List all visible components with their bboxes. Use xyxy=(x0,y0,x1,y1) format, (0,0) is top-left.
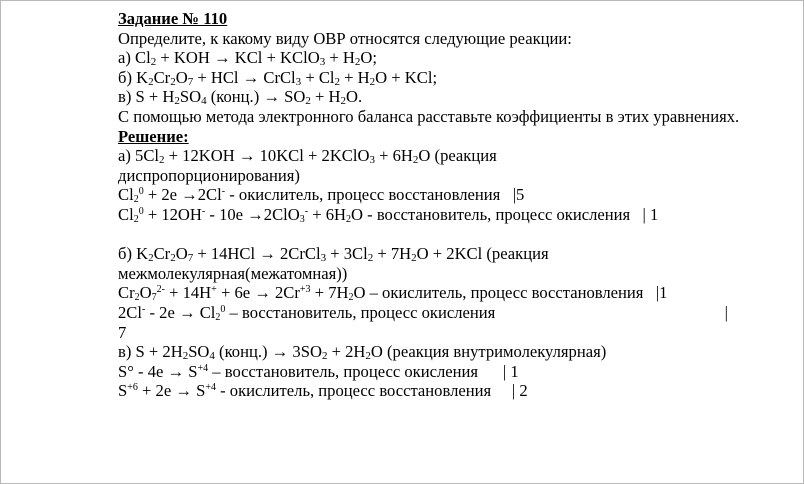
formula-sub: 2 xyxy=(133,213,139,225)
formula-sup: +6 xyxy=(127,382,138,394)
formula-text: + H xyxy=(310,87,341,107)
formula-text: S° xyxy=(118,361,134,381)
formula-sub: 2 xyxy=(365,350,371,363)
formula-sub: 4 xyxy=(209,350,215,363)
document-body xyxy=(118,9,744,401)
formula-sup: - xyxy=(221,186,226,198)
formula-text: б) K xyxy=(118,244,149,264)
formula-text: Cr xyxy=(153,67,171,87)
formula-text: + 2H xyxy=(327,342,366,362)
formula-text: + H xyxy=(340,67,370,87)
formula-sub: 7 xyxy=(187,252,194,265)
reaction-prefix: а) xyxy=(118,48,136,68)
formula-text: O. xyxy=(345,87,363,107)
formula-sub: 7 xyxy=(187,75,194,88)
formula-sub: 2 xyxy=(134,292,140,304)
formula-text: - 4e → S xyxy=(133,361,198,381)
formula-text: O + KCl; xyxy=(375,67,438,87)
formula-sup: - xyxy=(141,303,146,315)
formula-text: + KOH → KCl + KClO xyxy=(156,48,320,68)
formula-text: + 6H xyxy=(308,204,347,224)
formula-text: (конц.) → 3SO xyxy=(214,342,322,362)
formula-text: O xyxy=(175,67,188,87)
formula-text: + HCl → CrCl xyxy=(193,67,296,87)
formula-text: + Cl xyxy=(301,67,335,87)
formula-text: + 14H xyxy=(164,283,212,303)
formula-sup: 0 xyxy=(138,205,144,217)
formula-text: S + H xyxy=(135,87,175,107)
reaction-prefix: в) xyxy=(118,87,136,107)
formula-text: O (реакция внутримолекулярная) xyxy=(370,342,607,362)
formula-sub: 2 xyxy=(412,154,419,167)
solution-a-type: диспропорционирования) xyxy=(118,165,300,185)
solution-b-half1 xyxy=(118,283,744,303)
formula-text: - окислитель, процесс восстановления |5 xyxy=(225,185,525,205)
formula-text: O + 2KCl (реакция xyxy=(416,244,549,264)
formula-sup: +4 xyxy=(197,362,209,374)
formula-sup: 0 xyxy=(138,186,144,198)
solution-b-half2 xyxy=(118,303,728,323)
formula-sub: 2 xyxy=(340,95,346,108)
formula-sub: 3 xyxy=(369,154,375,167)
formula-text: Cr xyxy=(118,283,135,303)
formula-text: + 12KOH → 10KCl + 2KClO xyxy=(164,146,370,166)
blank-line xyxy=(118,225,744,245)
formula-text: SO xyxy=(179,87,202,107)
formula-sub: 2 xyxy=(148,75,154,88)
formula-sub: 2 xyxy=(159,154,165,167)
formula-sub: 2 xyxy=(369,75,376,88)
formula-text: + 7H xyxy=(310,283,349,303)
formula-sub: 2 xyxy=(354,56,361,69)
formula-text: S xyxy=(118,381,128,401)
formula-sub: 2 xyxy=(133,194,139,206)
formula-text: - 2e → Cl xyxy=(145,302,216,322)
formula-text: + 2e → S xyxy=(137,381,206,401)
solution-c-equation xyxy=(118,342,744,362)
formula-sub: 3 xyxy=(295,75,302,88)
formula-sub: 7 xyxy=(151,292,157,304)
formula-text: – восстановитель, процесс окисления | 1 xyxy=(208,361,519,381)
formula-sub: 2 xyxy=(346,213,352,225)
formula-text: (конц.) → SO xyxy=(206,87,306,107)
solution-a-half1 xyxy=(118,185,744,205)
formula-text: K xyxy=(136,67,149,87)
solution-c-half1 xyxy=(118,362,744,382)
formula-text: + 3Cl xyxy=(326,244,368,264)
solution-a-half2 xyxy=(118,205,744,225)
formula-text: - 10e →2ClO xyxy=(205,204,300,224)
formula-sub: 2 xyxy=(170,75,176,88)
formula-text: O – окислитель, процесс восстановления |1 xyxy=(353,283,668,303)
task-reaction-a xyxy=(118,48,744,68)
solution-b-half2-coef: 7 xyxy=(118,322,127,342)
formula-sup: 2- xyxy=(156,284,165,296)
formula-sub: 2 xyxy=(305,95,311,108)
reaction-prefix: б) xyxy=(118,67,137,87)
formula-text: Cl xyxy=(118,185,134,205)
formula-sub: 2 xyxy=(182,350,189,363)
formula-text: - окислитель, процесс восстановления | 2 xyxy=(215,381,528,401)
solution-b-equation xyxy=(118,244,744,264)
balance-bar: | xyxy=(724,302,728,322)
formula-sub: 2 xyxy=(215,311,221,323)
formula-sub: 2 xyxy=(148,252,154,265)
formula-text: + H xyxy=(325,48,355,68)
formula-sub: 4 xyxy=(201,95,207,108)
formula-text: O (реакция xyxy=(418,146,497,166)
task-instruction: С помощью метода электронного баланса расставьте коэффициенты в этих уравнениях. xyxy=(118,106,740,126)
formula-text: а) 5Cl xyxy=(118,146,160,166)
formula-text: SO xyxy=(188,342,210,362)
formula-text: + 7H xyxy=(373,244,412,264)
formula-sub: 2 xyxy=(348,292,354,304)
formula-text: + 6e → 2Cr xyxy=(216,283,300,303)
formula-sup: 0 xyxy=(220,303,226,315)
formula-text: O; xyxy=(360,48,377,68)
formula-text: + 2e →2Cl xyxy=(143,185,222,205)
formula-sub: 3 xyxy=(299,213,305,225)
formula-sub: 2 xyxy=(334,75,341,88)
formula-sub: 2 xyxy=(174,95,180,108)
formula-sub: 2 xyxy=(150,56,157,69)
formula-sup: +4 xyxy=(205,382,216,394)
formula-sub: 2 xyxy=(170,252,176,265)
formula-text: O xyxy=(175,244,188,264)
formula-sub: 2 xyxy=(367,252,374,265)
formula-text: + 14HCl → 2CrCl xyxy=(193,244,321,264)
solution-c-half2 xyxy=(118,381,744,401)
formula-sup: +3 xyxy=(299,284,311,296)
task-reaction-b xyxy=(118,68,744,88)
formula-text: + 12OH xyxy=(143,204,202,224)
task-reaction-c xyxy=(118,87,744,107)
formula-text: + 6H xyxy=(374,146,413,166)
formula-sup: - xyxy=(304,205,309,217)
formula-text: – восстановитель, процесс окисления xyxy=(225,302,496,322)
formula-sup: - xyxy=(201,205,206,217)
formula-sub: 3 xyxy=(319,56,326,69)
task-prompt: Определите, к какому виду ОВР относятся следующие реакции: xyxy=(118,28,572,48)
formula-text: в) S + 2H xyxy=(118,342,183,362)
formula-sub: 2 xyxy=(321,350,328,363)
task-heading: Задание № 110 xyxy=(118,9,228,28)
formula-sup: + xyxy=(211,284,217,296)
formula-text: Cl xyxy=(118,204,134,224)
formula-text: O xyxy=(139,283,152,303)
solution-b-type: межмолекулярная(межатомная)) xyxy=(118,263,348,283)
solution-heading: Решение: xyxy=(118,126,189,146)
formula-text: Cr xyxy=(153,244,171,264)
formula-text: O - восстановитель, процесс окисления | 1 xyxy=(351,204,659,224)
formula-text: 2Cl xyxy=(118,302,142,322)
formula-sub: 2 xyxy=(411,252,417,265)
formula-text: Cl xyxy=(135,48,151,68)
formula-sub: 3 xyxy=(320,252,327,265)
solution-a-equation xyxy=(118,146,744,166)
